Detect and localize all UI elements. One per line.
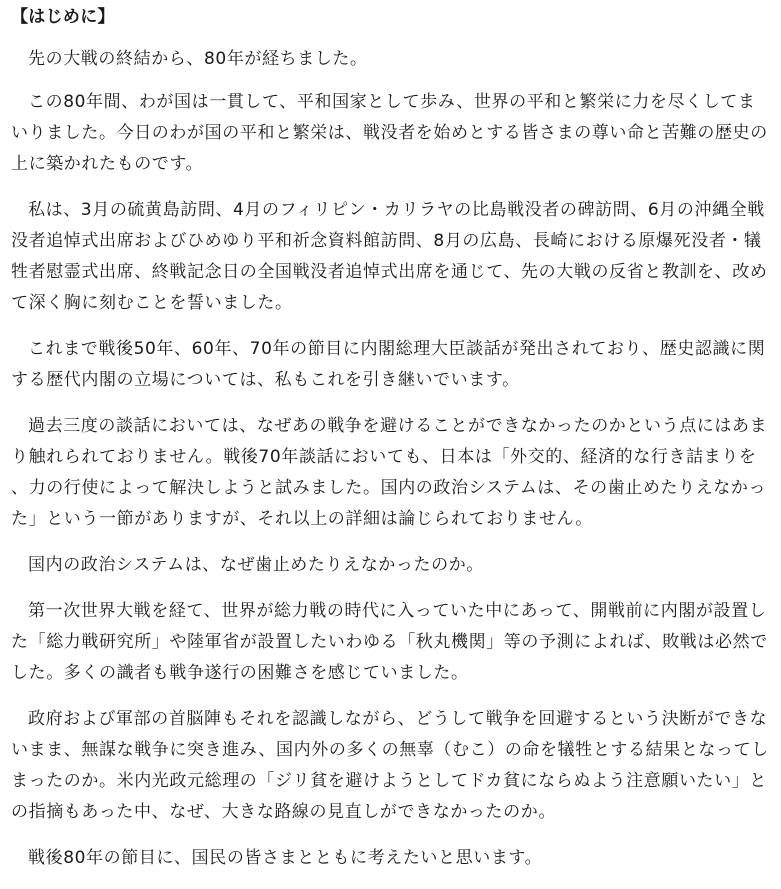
section-heading: 【はじめに】: [11, 7, 115, 27]
paragraph-4: これまで戦後50年、60年、70年の節目に内閣総理大臣談話が発出されており、歴史認識に関する歴代内閣の立場については、私もこれを引き継いでいます。: [11, 339, 766, 390]
paragraph-1: 先の大戦の終結から、80年が経ちました。: [28, 49, 368, 69]
paragraph-5: 過去三度の談話においては、なぜあの戦争を避けることができなかったのかという点にはあまり触れられておりません。戦後70年談話においても、日本は「外交的、経済的な行き詰まりを、力の行使によって解決しようと試みました。国内の政治システムは、その歯止めたりえなかった」という一節がありますが、それ以上の詳細は論じられておりません。: [11, 416, 768, 529]
paragraph-8: 政府および軍部の首脳陣もそれを認識しながら、どうして戦争を回避するという決断ができないまま、無謀な戦争に突き進み、国内外の多くの無辜（むこ）の命を犠牲とする結果となってしまったのか。米内光政元総理の「ジリ貧を避けようとしてドカ貧にならぬよう注意願いたい」との指摘もあった中、なぜ、大きな路線の見直しができなかったのか。: [11, 709, 769, 822]
paragraph-6: 国内の政治システムは、なぜ歯止めたりえなかったのか。: [28, 555, 484, 575]
paragraph-9: 戦後80年の節目に、国民の皆さまとともに考えたいと思います。: [28, 848, 543, 868]
paragraph-3: 私は、3月の硫黄島訪問、4月のフィリピン・カリラヤの比島戦没者の碑訪問、6月の沖縄全戦没者追悼式出席およびひめゆり平和祈念資料館訪問、8月の広島、長崎における原爆死没者・犠牲者慰霊式出席、終戦記念日の全国戦没者追悼式出席を通じて、先の大戦の反省と教訓を、改めて深く胸に刻むことを誓いました。: [11, 200, 768, 313]
paragraph-2: この80年間、わが国は一貫して、平和国家として歩み、世界の平和と繁栄に力を尽くしてまいりました。今日のわが国の平和と繁栄は、戦没者を始めとする皆さまの尊い命と苦難の歴史の上に築かれたものです。: [11, 92, 768, 174]
paragraph-7: 第一次世界大戦を経て、世界が総力戦の時代に入っていた中にあって、開戦前に内閣が設置した「総力戦研究所」や陸軍省が設置したいわゆる「秋丸機関」等の予測によれば、敗戦は必然でした。多くの識者も戦争遂行の困難さを感じていました。: [11, 601, 768, 683]
